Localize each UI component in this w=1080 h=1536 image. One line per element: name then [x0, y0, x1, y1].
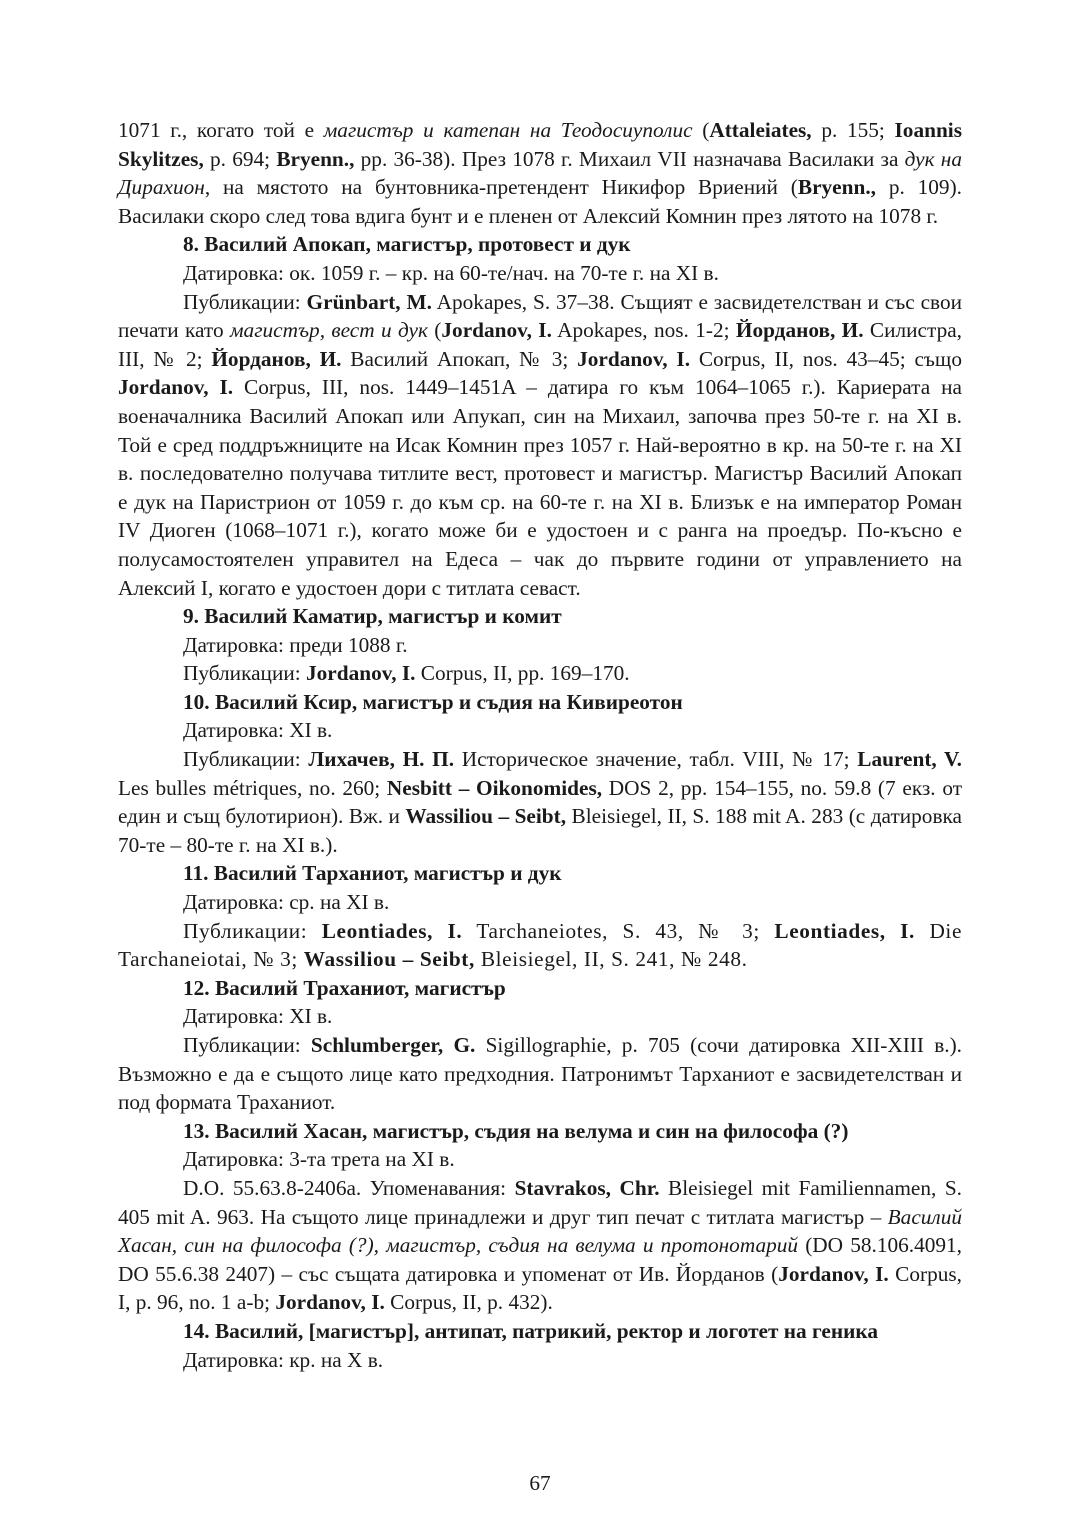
text-run: Les bulles métriques, no. 260;	[118, 775, 387, 800]
bold-citation: Йорданов, И.	[735, 318, 864, 343]
bold-citation: Bryenn.,	[276, 146, 355, 171]
italic-run: магистър, вест и дук	[229, 318, 428, 343]
text-run: (	[427, 318, 442, 343]
entry-heading-10: 10. Василий Ксир, магистър и съдия на Кивиреотон	[183, 689, 683, 714]
text-run: Василий Апокап, № 3;	[341, 346, 578, 371]
entry-dating-11: Датировка: ср. на XI в.	[183, 890, 390, 915]
text-run: Публикации:	[183, 289, 307, 314]
bold-citation: Jordanov, I.	[577, 346, 691, 371]
text-run: Apokapes, S. 37–38. Същият е засвидетелстван и със свои печати като	[118, 289, 962, 343]
entry-dating-12: Датировка: XI в.	[183, 1004, 333, 1029]
text-run: Публикации:	[183, 747, 309, 772]
entry-publications-10	[118, 745, 962, 859]
bold-citation: Leontiades, I.	[321, 918, 463, 943]
italic-run: дук на Дирахион	[118, 146, 962, 200]
text-run: Tarchaneiotes, S. 43, № 3;	[462, 918, 775, 943]
document-page	[118, 116, 962, 1374]
bold-citation: Jordanov, I.	[441, 318, 552, 343]
italic-run: магистър и катепан на Теодосиуполис	[323, 118, 693, 142]
bold-citation: Jordanov, I.	[118, 375, 234, 400]
entry-publications-9	[118, 659, 962, 688]
text-run: (DO 58.106.4091, DO 55.6.38 2407) – със същата датировка и упоменат от Ив. Йорданов (	[118, 1233, 963, 1286]
entry-publications-8	[118, 288, 962, 603]
text-run: D.O. 55.63.8-2406a. Упоменавания:	[183, 1175, 515, 1200]
text-run: p. 155;	[811, 118, 895, 142]
text-run: Историческое значение, табл. VIII, № 17;	[454, 747, 858, 772]
text-run: Bleisiegel, II, S. 241, № 248.	[474, 947, 748, 972]
entry-heading-9: 9. Василий Каматир, магистър и комит	[183, 604, 562, 629]
bold-citation: Wassiliou – Seibt,	[303, 947, 475, 972]
bold-citation: Nesbitt – Oikonomides,	[386, 775, 603, 800]
bold-citation: Schlumberger, G.	[310, 1033, 476, 1057]
entry-publications-11	[118, 917, 962, 974]
bold-citation: Ioannis Skylitzes,	[118, 118, 962, 171]
text-run: Публикации:	[183, 1033, 311, 1057]
text-run: Публикации:	[183, 661, 306, 686]
bold-citation: Grünbart, M.	[306, 289, 432, 314]
text-run: Bleisiegel, II, S. 188 mit A. 283 (с датировка 70-те – 80-те г. на XI в.).	[118, 804, 962, 857]
entry-dating-14: Датировка: кр. на X в.	[183, 1347, 384, 1372]
bold-citation: Jordanov, I.	[778, 1261, 889, 1286]
bold-citation: Leontiades, I.	[774, 918, 915, 943]
entry-publications-13	[118, 1174, 962, 1317]
text-run: Corpus, II, p. 432).	[384, 1290, 553, 1315]
entry-dating-13: Датировка: 3-та трета на XI в.	[183, 1147, 455, 1172]
italic-run: Василий Хасан, син на философа (?), магистър, съдия на велума и протонотарий	[118, 1204, 962, 1258]
text-run: pp. 36-38). През 1078 г. Михаил VII назначава Василаки за	[354, 146, 905, 171]
paragraph-continuation	[118, 116, 962, 230]
text-run: DOS 2, pp. 154–155, no. 59.8 (7 екз. от един и същ булотирион). Вж. и	[118, 775, 963, 829]
text-run: p. 694;	[203, 146, 277, 171]
text-run: (	[692, 118, 710, 142]
text-run: Apokapes, nos. 1-2;	[551, 318, 736, 343]
bold-citation: Stavrakos, Chr.	[514, 1175, 660, 1200]
text-run: , на мястото на бунтовника-претендент Никифор Вриений (	[204, 175, 798, 200]
text-run: Corpus, II, pp. 169–170.	[415, 661, 630, 686]
bold-citation: Wassiliou – Seibt,	[405, 804, 567, 829]
bold-citation: Laurent, V.	[857, 747, 962, 772]
text-run: Corpus, I, p. 96, no. 1 a-b;	[118, 1261, 962, 1315]
bold-citation: Jordanov, I.	[275, 1290, 385, 1315]
bold-citation: Attaleiates,	[709, 118, 812, 142]
entry-dating-8: Датировка: ок. 1059 г. – кр. на 60-те/нач. на 70-те г. на XI в.	[183, 260, 719, 285]
text-run: Sigillographie, p. 705 (сочи датировка XII-XIII в.). Възможно е да е същото лице като предходния. Патронимът Тарханиот е засвидетелстван и под формата Траханиот.	[118, 1033, 962, 1115]
text-run: p. 109). Василаки скоро след това вдига бунт и е пленен от Алексий Комнин през лятото на 1078 г.	[118, 175, 962, 228]
page-number: 67	[529, 1471, 551, 1495]
text-run: Die Tarchaneiotai, № 3;	[118, 918, 962, 972]
entry-dating-10: Датировка: XI в.	[183, 718, 333, 743]
entry-heading-11: 11. Василий Тарханиот, магистър и дук	[183, 861, 562, 886]
text-run: Bleisiegel mit Familiennamen, S. 405 mit A. 963. На същото лице принадлежи и друг тип печат с титлата магистър –	[118, 1175, 962, 1229]
bold-citation: Йорданов, И.	[211, 346, 342, 371]
bold-citation: Jordanov, I.	[306, 661, 416, 686]
bold-citation: Bryenn.,	[797, 175, 876, 200]
entry-heading-13: 13. Василий Хасан, магистър, съдия на велума и син на философа (?)	[183, 1118, 849, 1143]
text-run: Публикации:	[183, 918, 322, 943]
text-run: 1071 г., когато той е	[118, 118, 324, 142]
text-run: Corpus, II, nos. 43–45; също	[690, 346, 962, 371]
entry-heading-14: 14. Василий, [магистър], антипат, патрикий, ректор и логотет на геника	[183, 1318, 878, 1343]
entry-publications-12	[118, 1031, 962, 1117]
text-run: Corpus, III, nos. 1449–1451A – датира го към 1064–1065 г.). Кариерата на военачалника Василий Апокап или Апукап, син на Михаил, започва през 50-те г. на XI в. Той е сред поддръжниците на Исак Комнин през 1057 г. Най-вероятно в кр. на 50-те г. на XI в. последователно получава титлите вест, протовест и магистър. Магистър Василий Апокап е дук на Паристрион от 1059 г. до към ср. на 60-те г. на XI в. Близък е на император Роман IV Диоген (1068–1071 г.), когато може би е удостоен и с ранга на проедър. По-късно е полусамостоятелен управител на Едеса – чак до първите години от управлението на Алексий I, когато е удостоен дори с титлата севаст.	[118, 375, 963, 600]
entry-heading-8: 8. Василий Апокап, магистър, протовест и дук	[183, 232, 631, 257]
bold-citation: Лихачев, Н. П.	[308, 747, 455, 772]
entry-dating-9: Датировка: преди 1088 г.	[183, 632, 408, 657]
text-run: Силистра, III, № 2;	[118, 318, 962, 371]
entry-heading-12: 12. Василий Траханиот, магистър	[183, 975, 506, 1000]
